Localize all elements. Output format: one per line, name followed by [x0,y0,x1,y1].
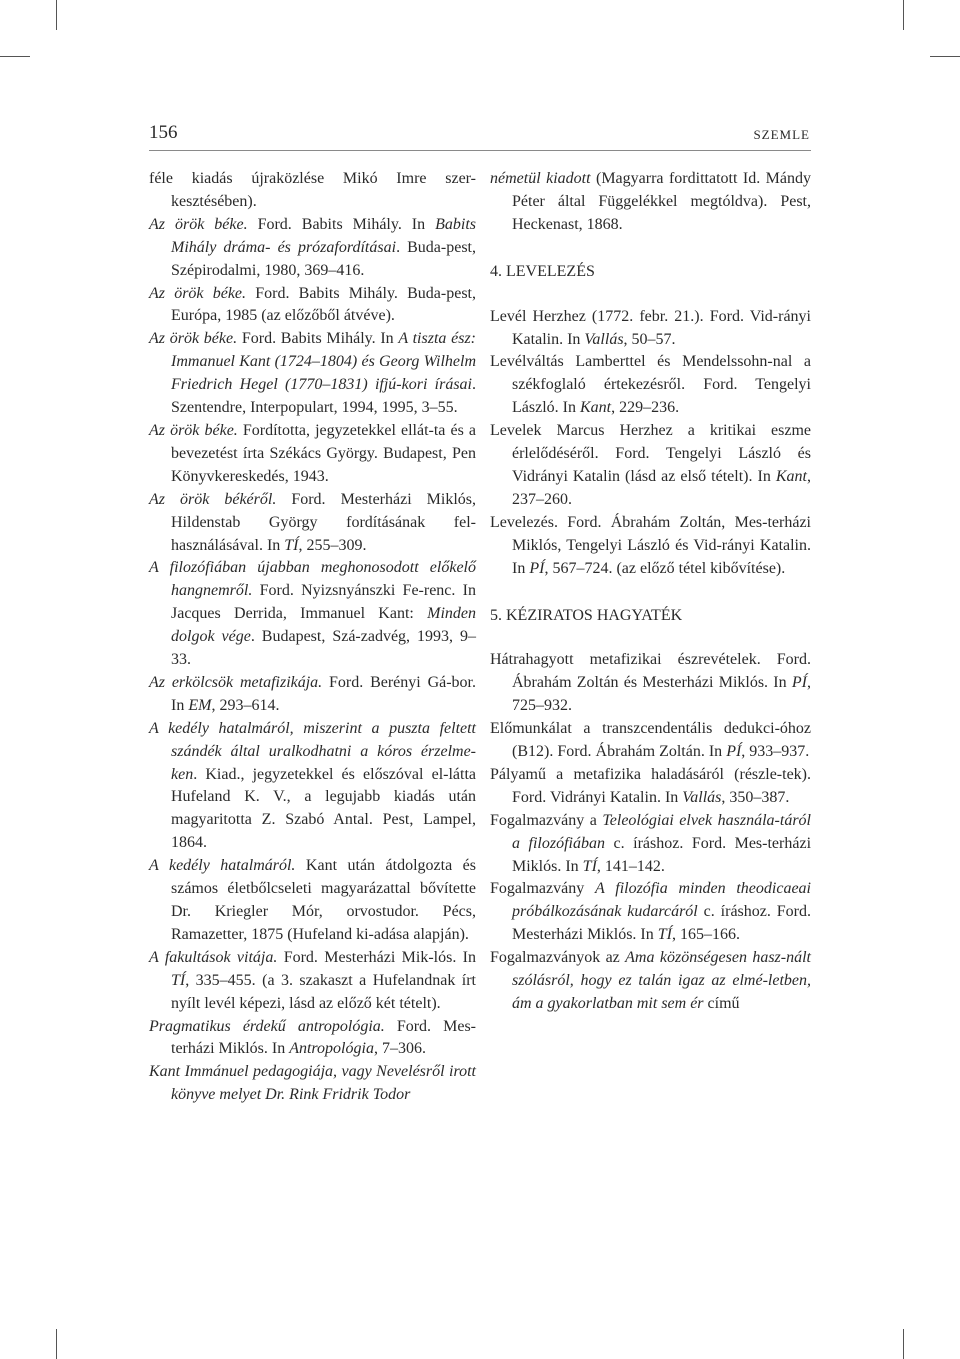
entry-text: Ford. Babits Mihály. In [247,215,436,233]
italic-title: Ama közönségesen hasz-nált szólásról, hogy ez talán igaz az elmé-letben, ám a gyakorlatban mit sem ér [512,949,811,1012]
entry-text: , 933–937. [741,743,810,761]
italic-title: Minden dolgok vége [171,605,476,646]
entry-text: Levél Herzhez (1772. febr. 21.). Ford. Vid-rányi Katalin. In [490,307,811,348]
bib-entry [149,214,476,283]
italic-title: Babits Mihály dráma- és prózafordításai [171,215,476,256]
italic-title: TÍ [582,857,597,875]
entry-text: Kant után átdolgozta és számos életbőlcseleti magyarázattal bővítette Dr. Kriegler Mór, orvostudor. Pécs, Ramazetter, 1875 (Hufeland ki-adása alapján). [171,857,477,943]
entry-text: Fordította, jegyzetekkel ellát-ta és a bevezetést írta Székács György. Budapest, Pen Könyvkereskedés, 1943. [171,421,476,485]
section-heading: 4. LEVELEZÉS [490,262,595,280]
italic-title: Teleológiai elvek használa-táról a filozófiában [512,811,811,852]
bib-entry [490,168,811,237]
entry-text: Ford. Nyizsnyánszki Fe-renc. In Jacques Derrida, Immanuel Kant: [171,582,476,623]
section-heading: 5. KÉZIRATOS HAGYATÉK [490,606,683,624]
bib-entry [490,649,811,718]
bib-entry [490,947,811,1016]
entry-text: Ford. Mesterházi Miklós, Hildenstab György fordításának fel-használásával. In [171,490,476,554]
entry-text: Hátrahagyott metafizikai észrevételek. Ford. Ábrahám Zoltán és Mesterházi Miklós. In [490,651,811,692]
entry-text: , 293–614. [211,696,280,714]
bib-entry [490,718,811,764]
italic-title: Az örök béke. [149,421,238,439]
bib-entry [149,328,476,420]
entry-text: . Buda-pest, Szépirodalmi, 1980, 369–416. [171,238,477,279]
entry-text: Fogalmazvány a [490,811,603,829]
bib-entry [490,351,811,420]
italic-title: Pragmatikus érdekű antropológia. [149,1017,385,1035]
italic-title: EM [188,696,212,714]
entry-text: Ford. Berényi Gá-bor. In [171,673,476,714]
entry-text: , 165–166. [671,926,740,944]
bib-entry [490,420,811,512]
header-rule [149,150,811,151]
bib-entry [490,512,811,581]
bib-entry [490,306,811,352]
bib-entry [149,672,476,718]
entry-text: Ford. Mesterházi Mik-lós. In [277,948,476,966]
italic-title: Kant [775,467,807,485]
entry-text: , 50–57. [623,330,676,348]
bib-entry [490,878,811,947]
running-header: SZEMLE [753,127,810,142]
entry-text: című [703,995,740,1012]
left-column [149,168,476,1107]
entry-text: , 725–932. [512,674,811,715]
entry-text: , 350–387. [721,788,790,806]
italic-title: TÍ [284,536,299,554]
bib-entry [490,810,811,879]
entry-text: Pályamű a metafizika haladásáról (részle-tek). Ford. Vidrányi Katalin. In [490,765,811,806]
italic-title: TÍ [171,971,186,989]
crop-mark [56,1329,57,1359]
entry-text: (Magyarra fordittatott Id. Mándy Péter által Függelékkel megtóldva). Pest, Heckenast, 1868. [512,170,811,233]
bib-entry [149,420,476,489]
entry-text: Fogalmazványok az [490,949,626,967]
italic-title: PÍ [726,743,742,761]
italic-title: TÍ [657,926,672,944]
page-number: 156 [149,122,178,143]
entry-text: Levelezés. Ford. Ábrahám Zoltán, Mes-terházi Miklós, Tengelyi László és Vid-rányi Katalin. In [490,513,811,577]
bib-entry [149,489,476,558]
entry-text: Előmunkálat a transzcendentális dedukci-óhoz (B12). Ford. Ábrahám Zoltán. In [490,720,811,761]
entry-text: . Szentendre, Interpopulart, 1994, 1995, 3–55. [171,376,476,417]
entry-text: . Budapest, Szá-zadvég, 1993, 9–33. [171,628,476,669]
crop-mark [0,56,30,57]
bib-entry [149,947,476,1016]
entry-text: Levelek Marcus Herzhez a kritikai eszme érlelődéséről. Ford. Tengelyi László és Vidrányi Katalin (lásd az első tételt). In [490,422,811,485]
crop-mark [903,1329,904,1359]
italic-title: Vallás [584,330,624,348]
bib-entry [149,557,476,672]
italic-title: németül kiadott [490,170,591,187]
entry-text: Levélváltás Lamberttel és Mendelssohn-nal a székfoglaló értekezésről. Ford. Tengelyi László. In [490,353,811,417]
italic-title: Antropológia [289,1040,374,1058]
bib-entry [149,718,476,855]
italic-title: Vallás [682,788,722,806]
italic-title: Kant Immánuel pedagogiája, vagy Nevelésről irott könyve melyet Dr. Rink Fridrik Todor [149,1063,476,1104]
italic-title: A filozófiában újabban meghonosodott előkelő hangnemről. [149,559,476,600]
entry-text: , 229–236. [611,399,680,417]
entry-text: , 237–260. [512,467,811,508]
entry-text: , 255–309. [298,536,367,554]
entry-text: c. íráshoz. Ford. Mes-terházi Miklós. In [512,834,812,875]
italic-title: Az örök béke. [149,215,248,233]
italic-title: PÍ [529,559,545,577]
italic-title: A kedély hatalmáról. [149,857,296,875]
entry-text: . Kiad., jegyzetekkel és előszóval el-látta Hufeland K. V., a legujabb kiadás után magyaritotta Z. Szabó Antal. Pest, Lampel, 1864. [171,765,476,852]
bib-entry [149,1061,476,1107]
italic-title: A kedély hatalmáról, miszerint a puszta feltett szándék által uralkodhatni a kóros érzelme-ken [149,719,476,783]
italic-title: A tiszta ész: Immanuel Kant (1724–1804) és Georg Wilhelm Friedrich Hegel (1770–1831) ifjú-kori írásai [171,330,477,394]
italic-title: Az örök békéről. [149,490,277,508]
entry-text: , 335–455. (a 3. szakaszt a Hufelandnak írt nyílt levél képezi, lásd az előző két tételt). [171,971,476,1012]
entry-text: c. íráshoz. Ford. Mesterházi Miklós. In [512,903,811,944]
bib-entry [490,764,811,810]
entry-text: Ford. Babits Mihály. In [237,330,399,348]
bib-entry [149,168,476,214]
bib-entry [149,283,476,329]
entry-text: Ford. Mes-terházi Miklós. In [171,1017,476,1058]
entry-text: , 567–724. (az előző tétel kibővítése). [544,559,786,577]
italic-title: PÍ [791,674,807,692]
entry-text: Ford. Babits Mihály. Buda-pest, Európa, 1985 (az előzőből átvéve). [171,284,476,325]
italic-title: Az erkölcsök metafizikája. [149,673,323,691]
entry-text: Fogalmazvány [490,880,595,898]
bib-entry [149,855,476,947]
crop-mark [903,0,904,30]
crop-mark [930,56,960,57]
bib-entry [149,1016,476,1062]
entry-text: , 141–142. [596,857,665,875]
crop-mark [56,0,57,30]
italic-title: A filozófia minden theodicaeai próbálkozásának kudarcáról [512,880,811,921]
right-column [490,168,811,1016]
entry-text: , 7–306. [373,1040,426,1058]
italic-title: Az örök béke. [149,284,247,302]
italic-title: Az örök béke. [149,330,238,348]
entry-text: féle kiadás újraközlése Mikó Imre szer-kesztésében). [149,170,476,210]
italic-title: Kant [579,399,612,417]
italic-title: A fakultások vitája. [149,948,278,966]
